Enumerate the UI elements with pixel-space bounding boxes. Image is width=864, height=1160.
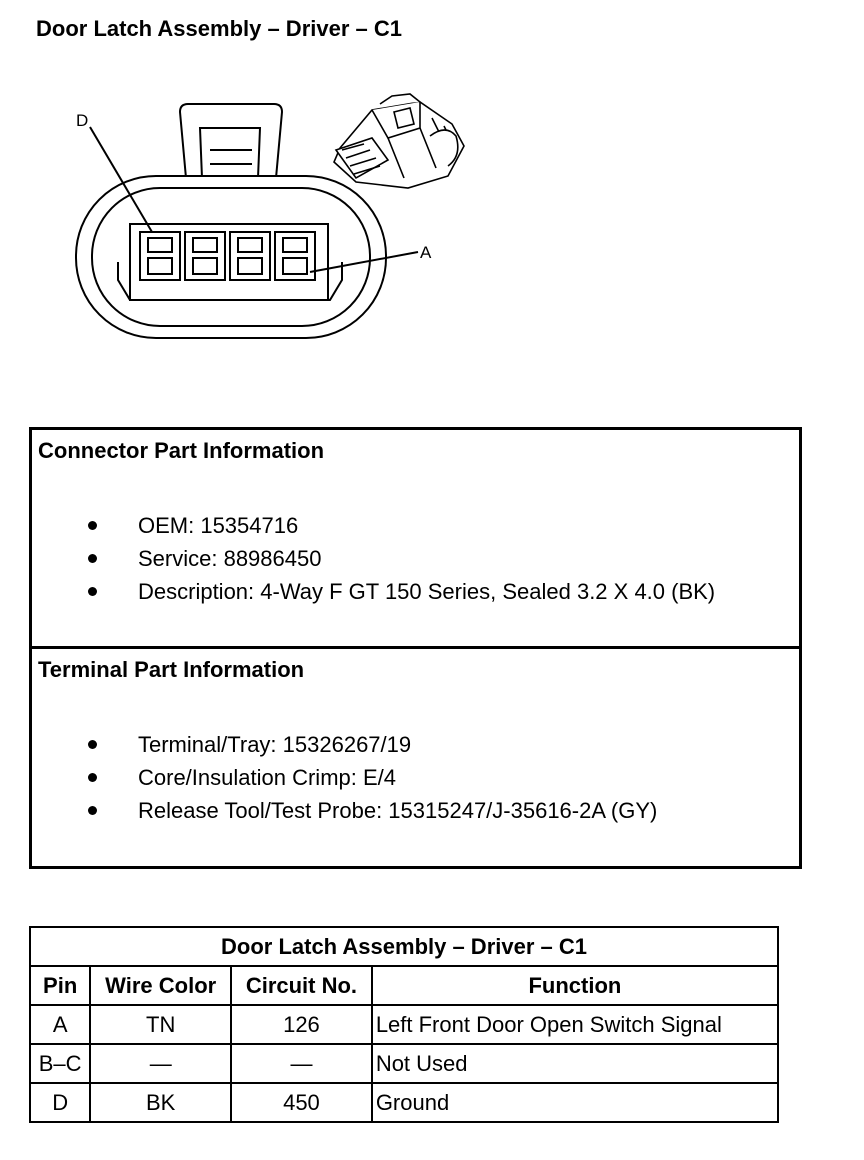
bullet-icon xyxy=(88,521,97,530)
connector-3d-sketch xyxy=(334,94,464,188)
wire-color-cell: BK xyxy=(90,1083,231,1122)
bullet-icon xyxy=(88,740,97,749)
pin-cell: D xyxy=(30,1083,90,1122)
bullet-icon xyxy=(88,554,97,563)
column-header-pin: Pin xyxy=(30,966,90,1005)
part-information-box xyxy=(29,427,802,869)
pin-d-label: D xyxy=(76,111,89,130)
wire-color-cell: TN xyxy=(90,1005,231,1044)
table-row xyxy=(30,1083,778,1122)
bullet-icon xyxy=(88,806,97,815)
circuit-cell: — xyxy=(231,1044,372,1083)
pin-a-label: A xyxy=(420,243,432,262)
table-row xyxy=(30,1044,778,1083)
function-cell: Not Used xyxy=(372,1044,778,1083)
bullet-icon xyxy=(88,773,97,782)
pin-cell: B–C xyxy=(30,1044,90,1083)
terminal-part-information: Terminal Part Information Terminal/Tray: 15326267/19 Core/Insulation Crimp: E/4 Release Tool/Test Probe: 15315247/J-35616-2A (GY) xyxy=(38,657,658,823)
connector-info-heading: Connector Part Information xyxy=(38,438,325,463)
function-cell: Left Front Door Open Switch Signal xyxy=(372,1005,778,1044)
pin-table xyxy=(29,926,779,1123)
pin-table-title: Door Latch Assembly – Driver – C1 xyxy=(30,927,778,966)
circuit-cell: 126 xyxy=(231,1005,372,1044)
bullet-icon xyxy=(88,587,97,596)
page-title: Door Latch Assembly – Driver – C1 xyxy=(36,16,402,41)
column-header-wire-color: Wire Color xyxy=(90,966,231,1005)
circuit-cell: 450 xyxy=(231,1083,372,1122)
column-header-circuit-no: Circuit No. xyxy=(231,966,372,1005)
column-header-function: Function xyxy=(372,966,778,1005)
connector-diagram xyxy=(0,0,864,400)
function-cell: Ground xyxy=(372,1083,778,1122)
connector-part-information: Connector Part Information OEM: 15354716 Service: 88986450 Description: 4-Way F GT 150 Series, Sealed 3.2 X 4.0 (BK) xyxy=(32,430,799,649)
wire-color-cell: — xyxy=(90,1044,231,1083)
terminal-info-heading: Terminal Part Information xyxy=(38,657,305,682)
table-row xyxy=(30,1005,778,1044)
pin-cell: A xyxy=(30,1005,90,1044)
